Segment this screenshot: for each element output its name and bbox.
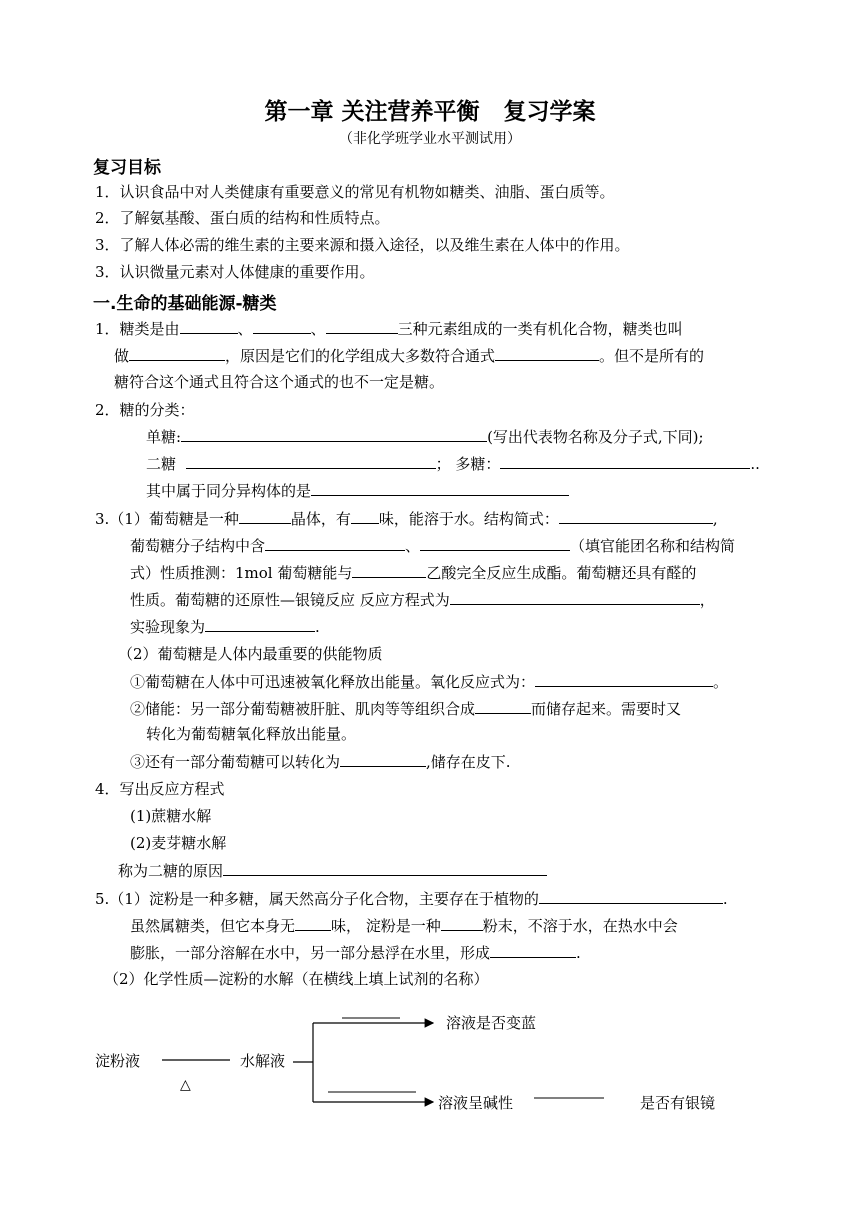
- goals-heading: 复习目标: [93, 158, 161, 178]
- q3-line3: 式）性质推测：1mol 葡萄糖能与 乙酸完全反应生成酯。葡萄糖还具有醛的: [130, 564, 697, 582]
- q1-line1: 1．糖类是由 、 、 三种元素组成的一类有机化合物，糖类也叫: [95, 320, 683, 338]
- q3-c3: ③还有一部分葡萄糖可以转化为 ,储存在皮下.: [130, 753, 511, 771]
- q3-c2: ②储能：另一部分葡萄糖被肝脏、肌肉等等组织合成 而储存起来。需要时又: [130, 700, 682, 718]
- q5-line1: 5.（1）淀粉是一种多糖，属天然高分子化合物，主要存在于植物的 .: [95, 890, 728, 908]
- q3-part2: （2）葡萄糖是人体内最重要的供能物质: [118, 645, 383, 663]
- diagram-bottom-result: 溶液呈碱性: [438, 1094, 514, 1112]
- goal-item: 3．了解人体必需的维生素的主要来源和摄入途径，以及维生素在人体中的作用。: [95, 236, 630, 254]
- q3-c2-cont: 转化为葡萄糖氧化释放出能量。: [146, 725, 357, 743]
- q2-isomer: 其中属于同分异构体的是: [146, 480, 569, 501]
- q2-mono: 单糖: (写出代表物名称及分子式,下同);: [146, 428, 704, 446]
- q5-part2: （2）化学性质—淀粉的水解（在横线上填上试剂的名称）: [104, 970, 489, 988]
- q4-a: (1)蔗糖水解: [130, 807, 212, 825]
- q5-line2: 虽然属糖类，但它本身无 味， 淀粉是一种 粉末，不溶于水，在热水中会: [130, 917, 678, 935]
- goal-item: 3．认识微量元素对人体健康的重要作用。: [95, 263, 375, 281]
- diagram-start: 淀粉液: [95, 1052, 141, 1070]
- goal-item: 2．了解氨基酸、蛋白质的结构和性质特点。: [95, 209, 390, 227]
- goal-item: 1．认识食品中对人类健康有重要意义的常见有机物如糖类、油脂、蛋白质等。: [95, 183, 615, 201]
- q4-head: 4．写出反应方程式: [95, 780, 225, 798]
- q3-line4: 性质。葡萄糖的还原性—银镜反应 反应方程式为 ，: [130, 591, 715, 609]
- diagram-top-result: 溶液是否变蓝: [446, 1014, 537, 1032]
- q2-di-poly: 二糖 ； 多糖： ..: [146, 455, 760, 473]
- page-subtitle: （非化学班学业水平测试用）: [339, 131, 521, 147]
- q3-line1: 3.（1）葡萄糖是一种 晶体，有 味，能溶于水。结构简式： ,: [95, 510, 718, 528]
- q3-line5: 实验现象为 .: [130, 618, 320, 636]
- q4-c: 称为二糖的原因: [118, 860, 547, 881]
- q1-line3: 糖符合这个通式且符合这个通式的也不一定是糖。: [114, 373, 445, 391]
- q2-head: 2．糖的分类：: [95, 401, 195, 419]
- diagram-middle: 水解液: [240, 1052, 286, 1070]
- q1-line2: 做 ，原因是它们的化学组成大多数符合通式 。但不是所有的: [114, 347, 705, 365]
- q3-c1: ①葡萄糖在人体中可迅速被氧化释放出能量。氧化反应式为： 。: [130, 673, 729, 691]
- diagram-final-result: 是否有银镜: [640, 1094, 716, 1112]
- page-title: 第一章 关注营养平衡 复习学案: [264, 99, 596, 125]
- heat-symbol: △: [180, 1077, 191, 1093]
- q3-line2: 葡萄糖分子结构中含 、 （填官能团名称和结构简: [130, 537, 736, 555]
- q4-b: (2)麦芽糖水解: [130, 834, 227, 852]
- section-heading: 一.生命的基础能源-糖类: [93, 294, 277, 314]
- q5-line3: 膨胀，一部分溶解在水中，另一部分悬浮在水里，形成 .: [130, 944, 581, 962]
